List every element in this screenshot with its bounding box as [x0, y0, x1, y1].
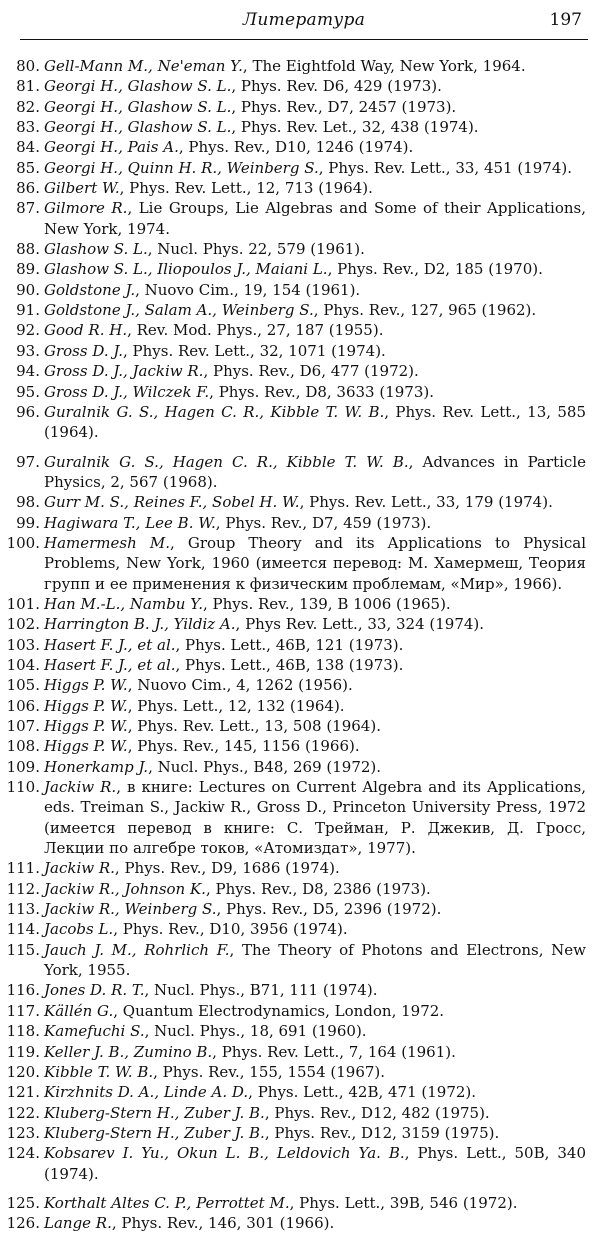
- reference-body: [44, 117, 586, 137]
- reference-item: [0, 137, 600, 157]
- reference-authors: Keller J. B., Zumino B.: [44, 1042, 213, 1061]
- reference-authors: Hamermesh M.: [44, 533, 170, 552]
- reference-item: [0, 382, 600, 402]
- reference-item: [0, 757, 600, 777]
- reference-citation: , Advances in Particle Physics, 2, 567 (1968).: [44, 452, 587, 491]
- reference-body: [44, 1082, 586, 1102]
- reference-number: 114.: [6, 920, 40, 939]
- reference-authors: Kluberg-Stern H., Zuber J. B.: [44, 1123, 265, 1142]
- reference-item: [0, 899, 600, 919]
- reference-number: 120.: [6, 1062, 40, 1081]
- reference-item: [0, 858, 600, 878]
- reference-body: [44, 919, 586, 939]
- reference-citation: , Nuovo Cim., 19, 154 (1961).: [135, 280, 361, 299]
- reference-citation: , Quantum Electrodynamics, London, 1972.: [113, 1001, 445, 1020]
- reference-item: [0, 1193, 600, 1213]
- reference-body: [44, 858, 586, 878]
- reference-item: [0, 178, 600, 198]
- reference-body: [44, 341, 586, 361]
- reference-authors: Goldstone J.: [44, 280, 136, 299]
- reference-authors: Jackiw R.: [44, 859, 115, 878]
- reference-item: [0, 635, 600, 655]
- reference-number: 100.: [6, 533, 40, 552]
- reference-citation: , Phys. Rev., D2, 185 (1970).: [327, 260, 543, 279]
- reference-body: [44, 361, 586, 381]
- reference-number: 94.: [16, 362, 40, 381]
- reference-citation: , Phys. Rev., D10, 3956 (1974).: [113, 920, 348, 939]
- reference-body: [44, 137, 586, 157]
- reference-item: [0, 158, 600, 178]
- reference-body: [44, 492, 586, 512]
- reference-citation: , Phys. Rev. D6, 429 (1973).: [231, 77, 442, 96]
- reference-body: [44, 594, 586, 614]
- reference-citation: , Phys. Lett., 50B, 340 (1974).: [44, 1144, 586, 1183]
- reference-item: [0, 1143, 600, 1184]
- reference-item: [0, 492, 600, 512]
- reference-item: [0, 239, 600, 259]
- reference-citation: , Phys. Rev. Lett., 7, 164 (1961).: [212, 1042, 456, 1061]
- reference-citation: , Phys. Rev. Lett., 12, 713 (1964).: [119, 179, 373, 198]
- reference-number: 104.: [6, 655, 40, 674]
- reference-citation: , Phys. Rev., 155, 1554 (1967).: [153, 1062, 386, 1081]
- reference-item: [0, 97, 600, 117]
- reference-citation: , Rev. Mod. Phys., 27, 187 (1955).: [127, 321, 384, 340]
- reference-number: 90.: [16, 280, 40, 299]
- reference-number: 106.: [6, 696, 40, 715]
- reference-number: 116.: [6, 981, 40, 1000]
- reference-body: [44, 402, 586, 443]
- reference-authors: Kibble T. W. B.: [44, 1062, 154, 1081]
- reference-authors: Kirzhnits D. A., Linde A. D.: [44, 1083, 249, 1102]
- reference-body: [44, 56, 586, 76]
- reference-citation: , Group Theory and its Applications to Physical Problems, New York, 1960 (имеется перевод: М. Хамермеш, Теория групп и ее применения к физическим проблемам, «Мир», 1966).: [44, 533, 587, 593]
- reference-body: [44, 980, 586, 1000]
- reference-body: [44, 899, 586, 919]
- reference-body: [44, 320, 586, 340]
- reference-authors: Higgs P. W.: [44, 717, 128, 735]
- reference-item: [0, 919, 600, 939]
- reference-body: [44, 1193, 586, 1213]
- reference-authors: Jackiw R., Johnson K.: [44, 879, 206, 898]
- reference-number: 88.: [16, 240, 40, 259]
- reference-body: [44, 1021, 586, 1041]
- reference-body: [44, 1213, 586, 1233]
- reference-citation: , Phys. Rev. Lett., 13, 585 (1964).: [44, 402, 587, 442]
- reference-item: [0, 300, 600, 320]
- reference-item: [0, 76, 600, 96]
- reference-item: [0, 594, 600, 614]
- reference-number: 80.: [16, 57, 40, 75]
- reference-authors: Georgi H., Glashow S. L.: [44, 97, 232, 116]
- reference-citation: , Phys. Rev., 146, 301 (1966).: [111, 1214, 335, 1233]
- reference-body: [44, 1042, 586, 1062]
- reference-number: 110.: [6, 778, 40, 797]
- reference-item: [0, 940, 600, 981]
- reference-authors: Higgs P. W.: [44, 737, 128, 756]
- reference-item: [0, 341, 600, 361]
- reference-authors: Kamefuchi S.: [44, 1022, 145, 1041]
- reference-number: 96.: [16, 402, 40, 421]
- reference-item: [0, 56, 600, 76]
- reference-authors: Gross D. J., Wilczek F.: [44, 382, 210, 401]
- reference-body: [44, 696, 586, 716]
- reference-authors: Han M.-L., Nambu Y.: [44, 594, 203, 613]
- reference-body: [44, 736, 586, 756]
- reference-item: [0, 198, 600, 239]
- reference-body: [44, 382, 586, 402]
- reference-authors: Gilbert W.: [44, 179, 120, 198]
- reference-item: [0, 513, 600, 533]
- reference-authors: Hagiwara T., Lee B. W.: [44, 513, 216, 532]
- reference-citation: , Phys. Rev., D7, 459 (1973).: [215, 513, 432, 532]
- reference-authors: Guralnik G. S., Hagen C. R., Kibble T. W. B.: [44, 452, 409, 471]
- reference-authors: Gross D. J.: [44, 341, 123, 360]
- reference-item: [0, 1042, 600, 1062]
- reference-authors: Harrington B. J., Yildiz A.: [44, 615, 236, 634]
- reference-number: 124.: [6, 1144, 40, 1163]
- reference-item: [0, 117, 600, 137]
- reference-authors: Jacobs L.: [44, 920, 114, 939]
- reference-list: [0, 56, 600, 1234]
- reference-citation: , The Theory of Photons and Electrons, New York, 1955.: [44, 940, 586, 980]
- reference-body: [44, 533, 586, 594]
- reference-citation: , Phys. Lett., 46B, 138 (1973).: [175, 655, 404, 674]
- reference-authors: Jauch J. M., Rohrlich F.: [44, 940, 230, 959]
- reference-citation: , Phys. Rev. Lett., 13, 508 (1964).: [127, 717, 381, 735]
- reference-number: 81.: [16, 77, 40, 96]
- reference-number: 95.: [16, 382, 40, 401]
- reference-citation: , в книге: Lectures on Current Algebra and its Applications, eds. Treiman S., Jackiw R., Gross D., Princeton University Press, 1972 (имеется перевод в книге: С. Трейман, Р. Джекив, Д. Гросс, Лекции по алгебре токов, «Атомиздат», 1977).: [44, 778, 586, 858]
- reference-authors: Georgi H., Glashow S. L.: [44, 77, 232, 96]
- reference-citation: , Phys. Rev., D6, 477 (1972).: [203, 362, 419, 381]
- reference-body: [44, 614, 586, 634]
- reference-item: [0, 1021, 600, 1041]
- reference-body: [44, 635, 586, 655]
- reference-number: 107.: [6, 717, 40, 735]
- reference-number: 111.: [6, 859, 40, 878]
- reference-item: [0, 452, 600, 493]
- reference-authors: Goldstone J., Salam A., Weinberg S.: [44, 301, 314, 320]
- reference-body: [44, 1103, 586, 1123]
- reference-item: [0, 716, 600, 736]
- page-number: 197: [549, 10, 582, 30]
- reference-item: [0, 675, 600, 695]
- reference-citation: , The Eightfold Way, New York, 1964.: [242, 57, 526, 75]
- reference-item: [0, 1123, 600, 1143]
- reference-number: 122.: [6, 1103, 40, 1122]
- reference-authors: Kobsarev I. Yu., Okun L. B., Leldovich Ya. B.: [44, 1144, 405, 1163]
- reference-body: [44, 239, 586, 259]
- reference-number: 123.: [6, 1123, 40, 1142]
- reference-citation: , Nuovo Cim., 4, 1262 (1956).: [127, 676, 353, 695]
- reference-number: 98.: [16, 493, 40, 512]
- reference-number: 92.: [16, 321, 40, 340]
- reference-number: 93.: [16, 341, 40, 360]
- reference-citation: , Phys. Rev. Lett., 33, 451 (1974).: [318, 158, 572, 177]
- reference-citation: , Phys. Rev., 145, 1156 (1966).: [127, 737, 360, 756]
- reference-item: [0, 259, 600, 279]
- reference-number: 82.: [16, 97, 40, 116]
- reference-citation: , Nucl. Phys., B71, 111 (1974).: [144, 981, 378, 1000]
- reference-authors: Jones D. R. T.: [44, 981, 145, 1000]
- reference-authors: Higgs P. W.: [44, 676, 128, 695]
- reference-item: [0, 1082, 600, 1102]
- reference-body: [44, 513, 586, 533]
- reference-authors: Georgi H., Quinn H. R., Weinberg S.: [44, 158, 319, 177]
- reference-body: [44, 1123, 586, 1143]
- reference-number: 117.: [6, 1001, 40, 1020]
- reference-body: [44, 879, 586, 899]
- reference-number: 115.: [6, 940, 40, 959]
- header-rule: [20, 39, 588, 40]
- reference-citation: , Phys. Rev., D8, 2386 (1973).: [205, 879, 431, 898]
- reference-number: 126.: [6, 1214, 40, 1233]
- reference-number: 99.: [16, 513, 40, 532]
- reference-citation: , Nucl. Phys., B48, 269 (1972).: [148, 757, 382, 776]
- reference-body: [44, 300, 586, 320]
- reference-authors: Kluberg-Stern H., Zuber J. B.: [44, 1103, 265, 1122]
- section-title: Литература: [242, 10, 366, 30]
- reference-body: [44, 76, 586, 96]
- reference-item: [0, 879, 600, 899]
- reference-number: 108.: [6, 737, 40, 756]
- reference-citation: , Phys. Rev., D12, 482 (1975).: [264, 1103, 490, 1122]
- reference-body: [44, 97, 586, 117]
- reference-number: 125.: [6, 1193, 40, 1212]
- reference-citation: , Phys. Rev. Let., 32, 438 (1974).: [231, 118, 479, 137]
- reference-body: [44, 259, 586, 279]
- reference-citation: , Lie Groups, Lie Algebras and Some of their Applications, New York, 1974.: [44, 199, 586, 238]
- reference-item: [0, 402, 600, 443]
- reference-number: 112.: [6, 879, 40, 898]
- reference-item: [0, 696, 600, 716]
- reference-citation: , Phys Rev. Lett., 33, 324 (1974).: [235, 615, 485, 634]
- reference-body: [44, 655, 586, 675]
- reference-citation: , Phys. Rev., D5, 2396 (1972).: [216, 900, 442, 919]
- reference-authors: Källén G.: [44, 1001, 114, 1020]
- reference-item: [0, 1103, 600, 1123]
- reference-authors: Lange R.: [44, 1214, 112, 1233]
- reference-body: [44, 757, 586, 777]
- reference-authors: Good R. H.: [44, 321, 128, 340]
- reference-body: [44, 716, 586, 736]
- reference-item: [0, 361, 600, 381]
- reference-body: [44, 940, 586, 981]
- reference-authors: Glashow S. L., Iliopoulos J., Maiani L.: [44, 260, 328, 279]
- reference-authors: Gilmore R.: [44, 199, 128, 218]
- reference-item: [0, 1062, 600, 1082]
- reference-number: 86.: [16, 179, 40, 198]
- reference-citation: , Phys. Rev., 127, 965 (1962).: [313, 301, 537, 320]
- reference-item: [0, 533, 600, 594]
- reference-citation: , Nucl. Phys., 18, 691 (1960).: [144, 1022, 367, 1041]
- reference-authors: Jackiw R.: [44, 778, 117, 797]
- reference-number: 87.: [16, 199, 40, 218]
- reference-authors: Korthalt Altes C. P., Perrottet M.: [44, 1193, 290, 1212]
- reference-citation: , Phys. Rev., 139, B 1006 (1965).: [202, 594, 451, 613]
- reference-citation: , Phys. Lett., 46B, 121 (1973).: [175, 635, 404, 654]
- reference-item: [0, 736, 600, 756]
- reference-body: [44, 280, 586, 300]
- reference-authors: Gurr M. S., Reines F., Sobel H. W.: [44, 493, 300, 512]
- reference-citation: , Phys. Lett., 42B, 471 (1972).: [248, 1083, 477, 1102]
- reference-number: 103.: [6, 635, 40, 654]
- reference-citation: , Phys. Rev. Lett., 33, 179 (1974).: [299, 493, 553, 512]
- reference-number: 109.: [6, 757, 40, 776]
- reference-body: [44, 452, 586, 493]
- reference-number: 97.: [16, 452, 40, 471]
- reference-body: [44, 777, 586, 858]
- reference-number: 113.: [6, 900, 40, 919]
- reference-authors: Gross D. J., Jackiw R.: [44, 362, 204, 381]
- reference-authors: Georgi H., Pais A.: [44, 138, 179, 157]
- reference-number: 105.: [6, 676, 40, 695]
- reference-number: 121.: [6, 1083, 40, 1102]
- reference-authors: Glashow S. L.: [44, 240, 148, 259]
- reference-citation: , Nucl. Phys. 22, 579 (1961).: [147, 240, 365, 259]
- reference-item: [0, 614, 600, 634]
- reference-authors: Gell-Mann M., Ne'eman Y.: [44, 57, 243, 75]
- reference-item: [0, 280, 600, 300]
- reference-number: 118.: [6, 1022, 40, 1041]
- reference-body: [44, 1062, 586, 1082]
- reference-item: [0, 1213, 600, 1233]
- reference-number: 119.: [6, 1042, 40, 1061]
- reference-item: [0, 980, 600, 1000]
- reference-authors: Hasert F. J., et al.: [44, 655, 176, 674]
- reference-authors: Jackiw R., Weinberg S.: [44, 900, 217, 919]
- reference-citation: , Phys. Lett., 12, 132 (1964).: [127, 696, 345, 715]
- reference-body: [44, 675, 586, 695]
- reference-citation: , Phys. Rev., D10, 1246 (1974).: [178, 138, 414, 157]
- reference-citation: , Phys. Rev., D8, 3633 (1973).: [209, 382, 435, 401]
- reference-number: 89.: [16, 260, 40, 279]
- reference-item: [0, 320, 600, 340]
- reference-citation: , Phys. Lett., 39B, 546 (1972).: [289, 1193, 518, 1212]
- reference-number: 85.: [16, 158, 40, 177]
- reference-item: [0, 655, 600, 675]
- reference-body: [44, 158, 586, 178]
- reference-citation: , Phys. Rev., D12, 3159 (1975).: [264, 1123, 500, 1142]
- reference-body: [44, 198, 586, 239]
- reference-number: 102.: [6, 615, 40, 634]
- reference-authors: Hasert F. J., et al.: [44, 635, 176, 654]
- reference-citation: , Phys. Rev., D9, 1686 (1974).: [114, 859, 340, 878]
- reference-number: 83.: [16, 118, 40, 137]
- reference-authors: Georgi H., Glashow S. L.: [44, 118, 232, 137]
- reference-citation: , Phys. Rev., D7, 2457 (1973).: [231, 97, 457, 116]
- reference-body: [44, 1143, 586, 1184]
- reference-item: [0, 777, 600, 858]
- reference-number: 84.: [16, 138, 40, 157]
- running-header: [20, 8, 588, 36]
- reference-number: 101.: [6, 594, 40, 613]
- reference-authors: Guralnik G. S., Hagen C. R., Kibble T. W. B.: [44, 402, 385, 421]
- reference-number: 91.: [16, 301, 40, 320]
- reference-citation: , Phys. Rev. Lett., 32, 1071 (1974).: [123, 341, 386, 360]
- reference-authors: Honerkamp J.: [44, 757, 149, 776]
- reference-body: [44, 178, 586, 198]
- reference-authors: Higgs P. W.: [44, 696, 128, 715]
